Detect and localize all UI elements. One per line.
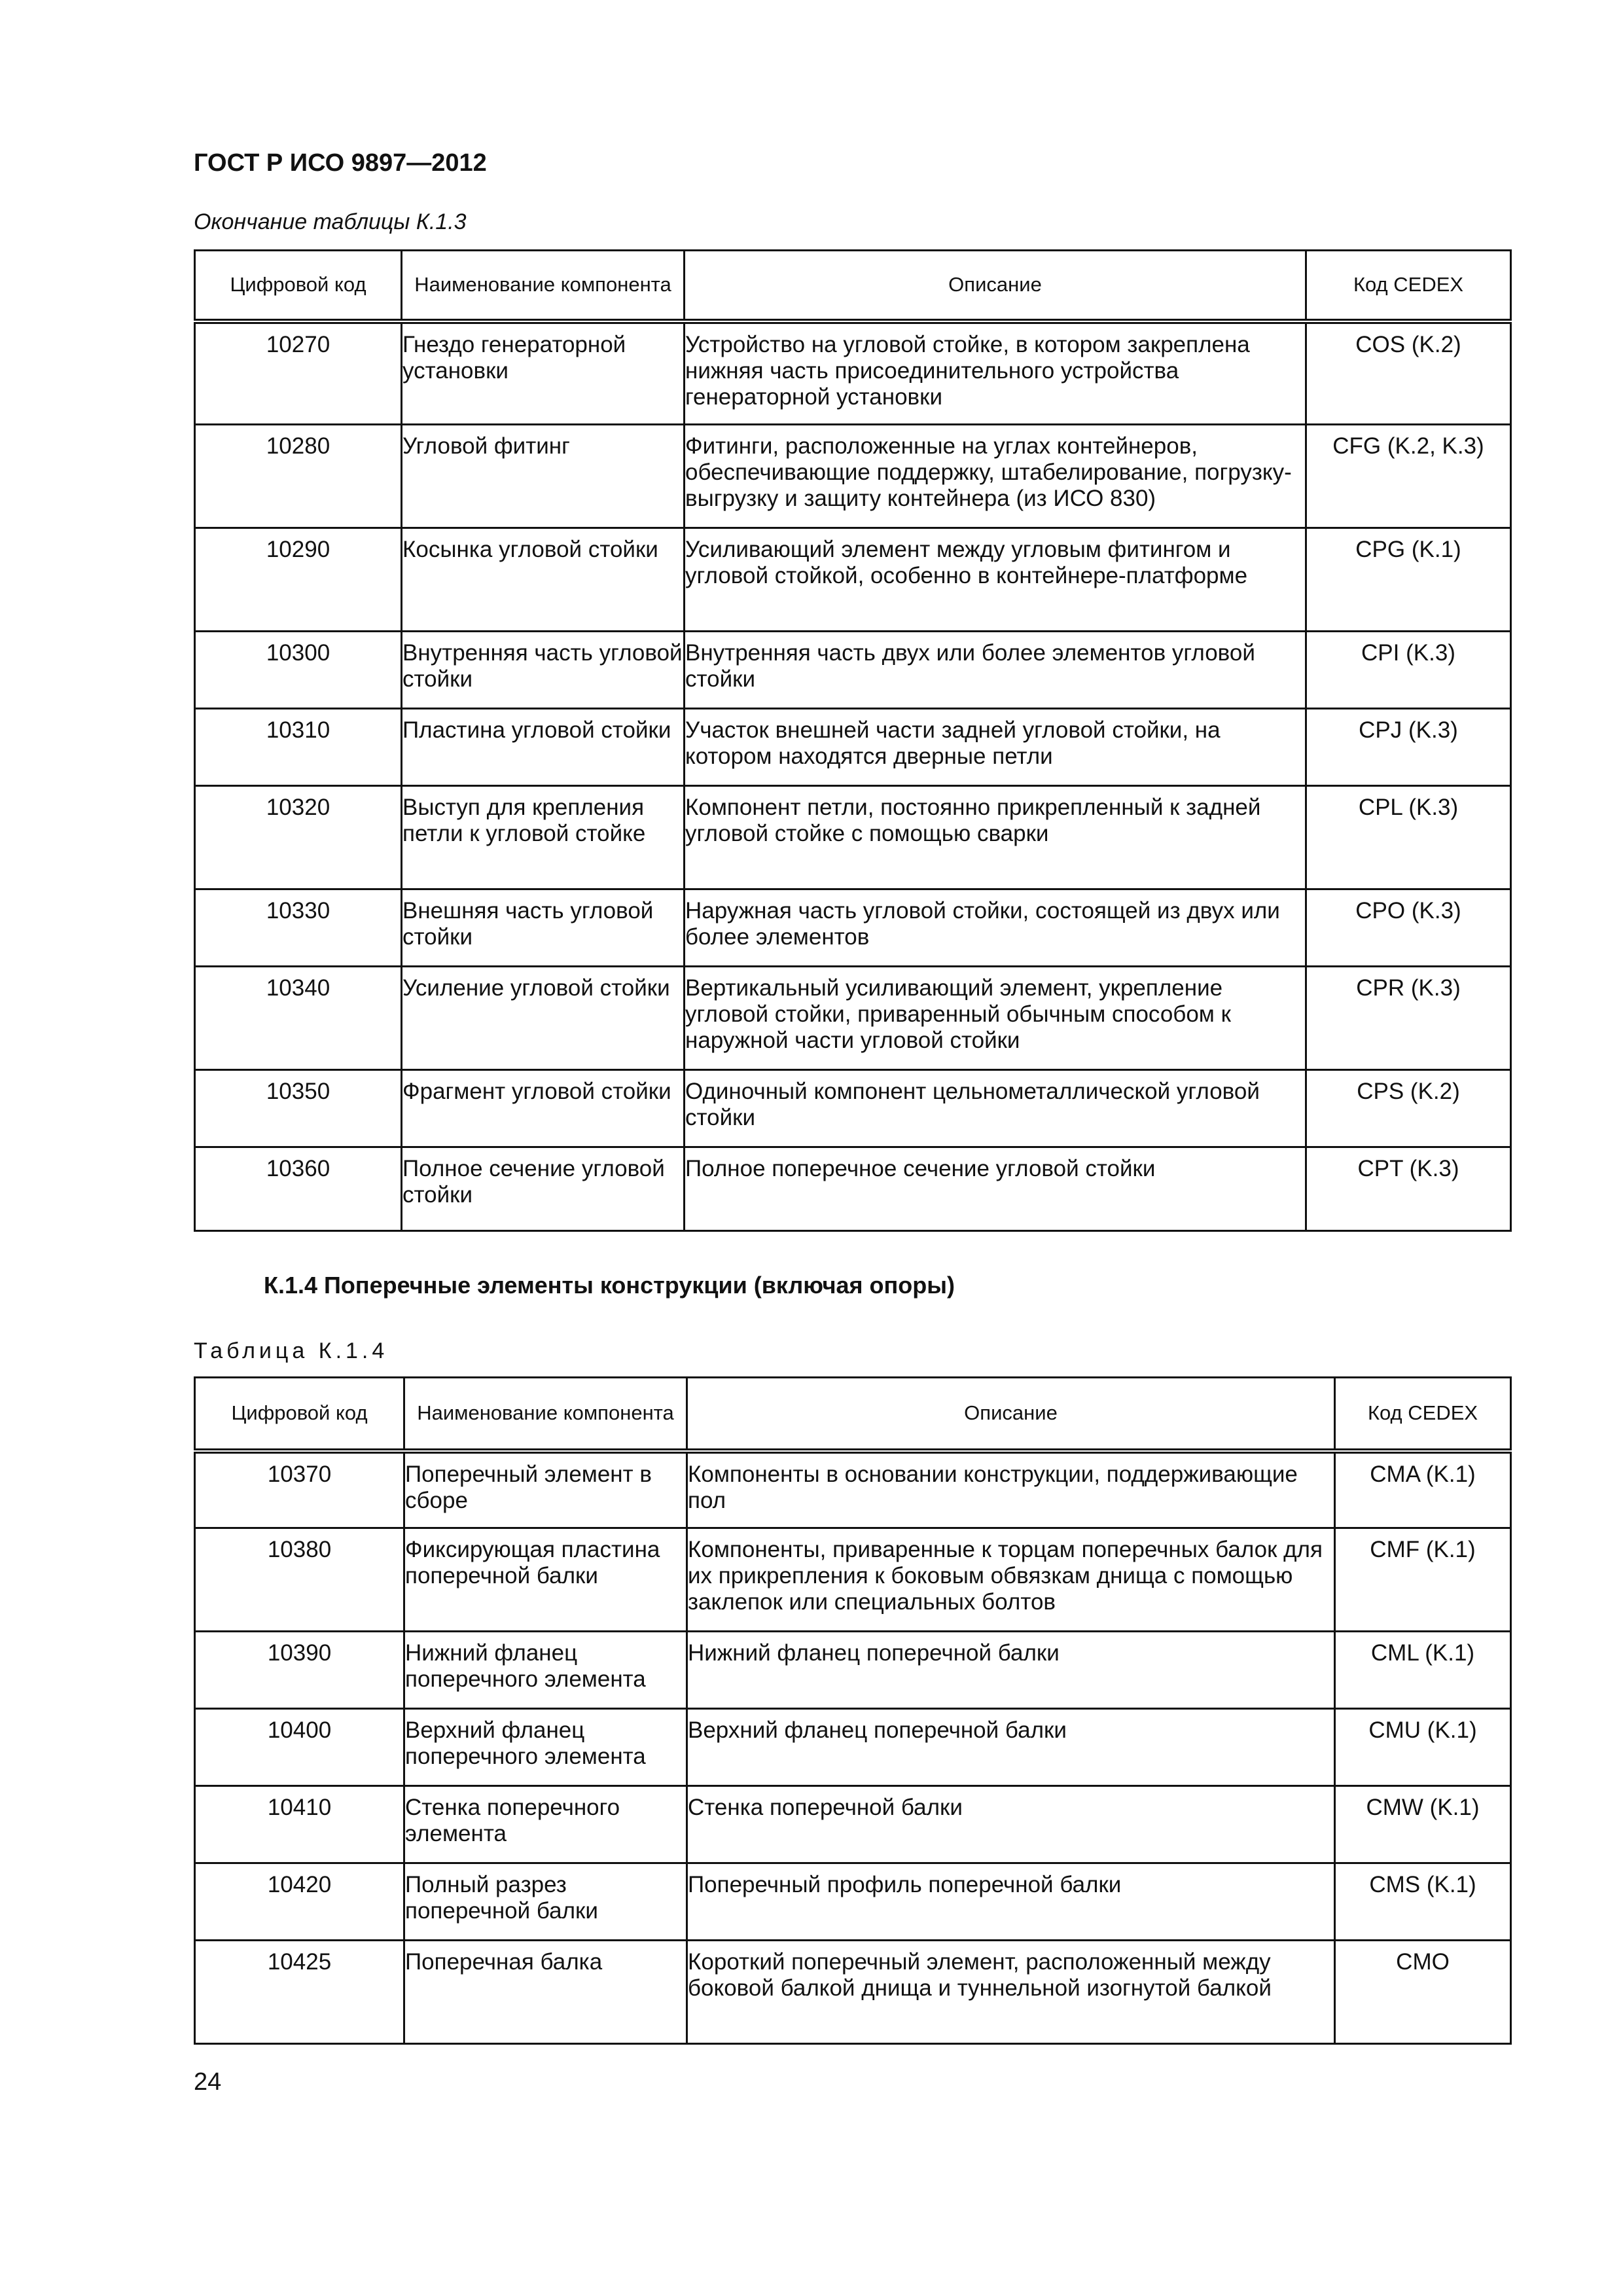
page-number: 24 <box>194 2068 222 2096</box>
cell-cedex: CFG (K.2, K.3) <box>1306 425 1511 528</box>
document-header: ГОСТ Р ИСО 9897—2012 <box>194 149 487 177</box>
column-header-description: Описание <box>687 1378 1335 1451</box>
cell-name: Поперечная балка <box>404 1941 687 2044</box>
cell-cedex: CPR (K.3) <box>1306 967 1511 1070</box>
cell-code: 10425 <box>195 1941 404 2044</box>
column-header-description: Описание <box>685 251 1306 321</box>
cell-description: Полное поперечное сечение угловой стойки <box>685 1147 1306 1231</box>
table-row <box>195 321 1511 425</box>
cell-name: Внешняя часть угловой стойки <box>402 889 685 967</box>
cell-code: 10380 <box>195 1528 404 1632</box>
table-row <box>195 1863 1511 1941</box>
table-row <box>195 967 1511 1070</box>
cell-cedex: COS (K.2) <box>1306 321 1511 425</box>
cell-description: Верхний фланец поперечной балки <box>687 1709 1335 1786</box>
cell-cedex: CMW (K.1) <box>1335 1786 1511 1863</box>
cell-code: 10320 <box>195 786 402 889</box>
table-row <box>195 1147 1511 1231</box>
cell-name: Косынка угловой стойки <box>402 528 685 632</box>
cell-description: Одиночный компонент цельнометаллической угловой стойки <box>685 1070 1306 1147</box>
cell-code: 10310 <box>195 709 402 786</box>
cell-description: Компонент петли, постоянно прикрепленный к задней угловой стойке с помощью сварки <box>685 786 1306 889</box>
column-header-cedex: Код CEDEX <box>1306 251 1511 321</box>
cell-name: Верхний фланец поперечного элемента <box>404 1709 687 1786</box>
cell-cedex: CPO (K.3) <box>1306 889 1511 967</box>
table-row <box>195 709 1511 786</box>
table-k14 <box>194 1376 1512 2045</box>
cell-description: Устройство на угловой стойке, в котором закреплена нижняя часть присоединительного устройства генераторной установки <box>685 321 1306 425</box>
cell-code: 10420 <box>195 1863 404 1941</box>
cell-code: 10300 <box>195 632 402 709</box>
cell-description: Участок внешней части задней угловой стойки, на котором находятся дверные петли <box>685 709 1306 786</box>
cell-cedex: CMF (K.1) <box>1335 1528 1511 1632</box>
cell-name: Угловой фитинг <box>402 425 685 528</box>
cell-description: Поперечный профиль поперечной балки <box>687 1863 1335 1941</box>
cell-description: Наружная часть угловой стойки, состоящей из двух или более элементов <box>685 889 1306 967</box>
table-row <box>195 1632 1511 1709</box>
cell-name: Выступ для крепления петли к угловой стойке <box>402 786 685 889</box>
column-header-cedex: Код CEDEX <box>1335 1378 1511 1451</box>
table-row <box>195 1786 1511 1863</box>
cell-description: Компоненты в основании конструкции, поддерживающие пол <box>687 1451 1335 1528</box>
cell-cedex: CMA (K.1) <box>1335 1451 1511 1528</box>
cell-description: Внутренняя часть двух или более элементов угловой стойки <box>685 632 1306 709</box>
cell-description: Компоненты, приваренные к торцам поперечных балок для их прикрепления к боковым обвязкам днища с помощью заклепок или специальных болтов <box>687 1528 1335 1632</box>
table-caption-k13: Окончание таблицы К.1.3 <box>194 209 467 234</box>
cell-cedex: CMS (K.1) <box>1335 1863 1511 1941</box>
cell-cedex: CML (K.1) <box>1335 1632 1511 1709</box>
column-header-name: Наименование компонента <box>402 251 685 321</box>
cell-code: 10270 <box>195 321 402 425</box>
cell-name: Стенка поперечного элемента <box>404 1786 687 1863</box>
table-row <box>195 889 1511 967</box>
cell-code: 10360 <box>195 1147 402 1231</box>
column-header-code: Цифровой код <box>195 251 402 321</box>
cell-code: 10400 <box>195 1709 404 1786</box>
cell-description: Нижний фланец поперечной балки <box>687 1632 1335 1709</box>
cell-code: 10330 <box>195 889 402 967</box>
cell-code: 10390 <box>195 1632 404 1709</box>
cell-cedex: CPS (K.2) <box>1306 1070 1511 1147</box>
cell-code: 10410 <box>195 1786 404 1863</box>
cell-name: Фрагмент угловой стойки <box>402 1070 685 1147</box>
cell-name: Поперечный элемент в сборе <box>404 1451 687 1528</box>
cell-code: 10350 <box>195 1070 402 1147</box>
cell-cedex: CPI (K.3) <box>1306 632 1511 709</box>
table-row <box>195 425 1511 528</box>
table-row <box>195 632 1511 709</box>
table-row <box>195 786 1511 889</box>
cell-code: 10370 <box>195 1451 404 1528</box>
cell-name: Полный разрез поперечной балки <box>404 1863 687 1941</box>
cell-description: Вертикальный усиливающий элемент, укрепление угловой стойки, приваренный обычным способом к наружной части угловой стойки <box>685 967 1306 1070</box>
cell-name: Полное сечение угловой стойки <box>402 1147 685 1231</box>
column-header-code: Цифровой код <box>195 1378 404 1451</box>
cell-cedex: CMU (K.1) <box>1335 1709 1511 1786</box>
cell-name: Внутренняя часть угловой стойки <box>402 632 685 709</box>
cell-description: Усиливающий элемент между угловым фитингом и угловой стойкой, особенно в контейнере-платформе <box>685 528 1306 632</box>
cell-description: Стенка поперечной балки <box>687 1786 1335 1863</box>
cell-cedex: CPT (K.3) <box>1306 1147 1511 1231</box>
table-row <box>195 1709 1511 1786</box>
cell-code: 10290 <box>195 528 402 632</box>
cell-code: 10340 <box>195 967 402 1070</box>
cell-name: Усиление угловой стойки <box>402 967 685 1070</box>
cell-code: 10280 <box>195 425 402 528</box>
cell-cedex: CPJ (K.3) <box>1306 709 1511 786</box>
cell-description: Фитинги, расположенные на углах контейнеров, обеспечивающие поддержку, штабелирование, погрузку-выгрузку и защиту контейнера (из ИСО 830) <box>685 425 1306 528</box>
table-row <box>195 1451 1511 1528</box>
cell-name: Нижний фланец поперечного элемента <box>404 1632 687 1709</box>
cell-description: Короткий поперечный элемент, расположенный между боковой балкой днища и туннельной изогнутой балкой <box>687 1941 1335 2044</box>
table-row <box>195 1528 1511 1632</box>
table-row <box>195 1070 1511 1147</box>
column-header-name: Наименование компонента <box>404 1378 687 1451</box>
section-heading: К.1.4 Поперечные элементы конструкции (включая опоры) <box>264 1272 955 1299</box>
cell-cedex: CPG (K.1) <box>1306 528 1511 632</box>
table-row <box>195 528 1511 632</box>
cell-name: Пластина угловой стойки <box>402 709 685 786</box>
cell-cedex: CPL (K.3) <box>1306 786 1511 889</box>
cell-name: Гнездо генераторной установки <box>402 321 685 425</box>
cell-name: Фиксирующая пластина поперечной балки <box>404 1528 687 1632</box>
table-k13 <box>194 249 1512 1232</box>
table-caption-k14: Таблица К.1.4 <box>194 1338 389 1363</box>
cell-cedex: CMO <box>1335 1941 1511 2044</box>
table-row <box>195 1941 1511 2044</box>
